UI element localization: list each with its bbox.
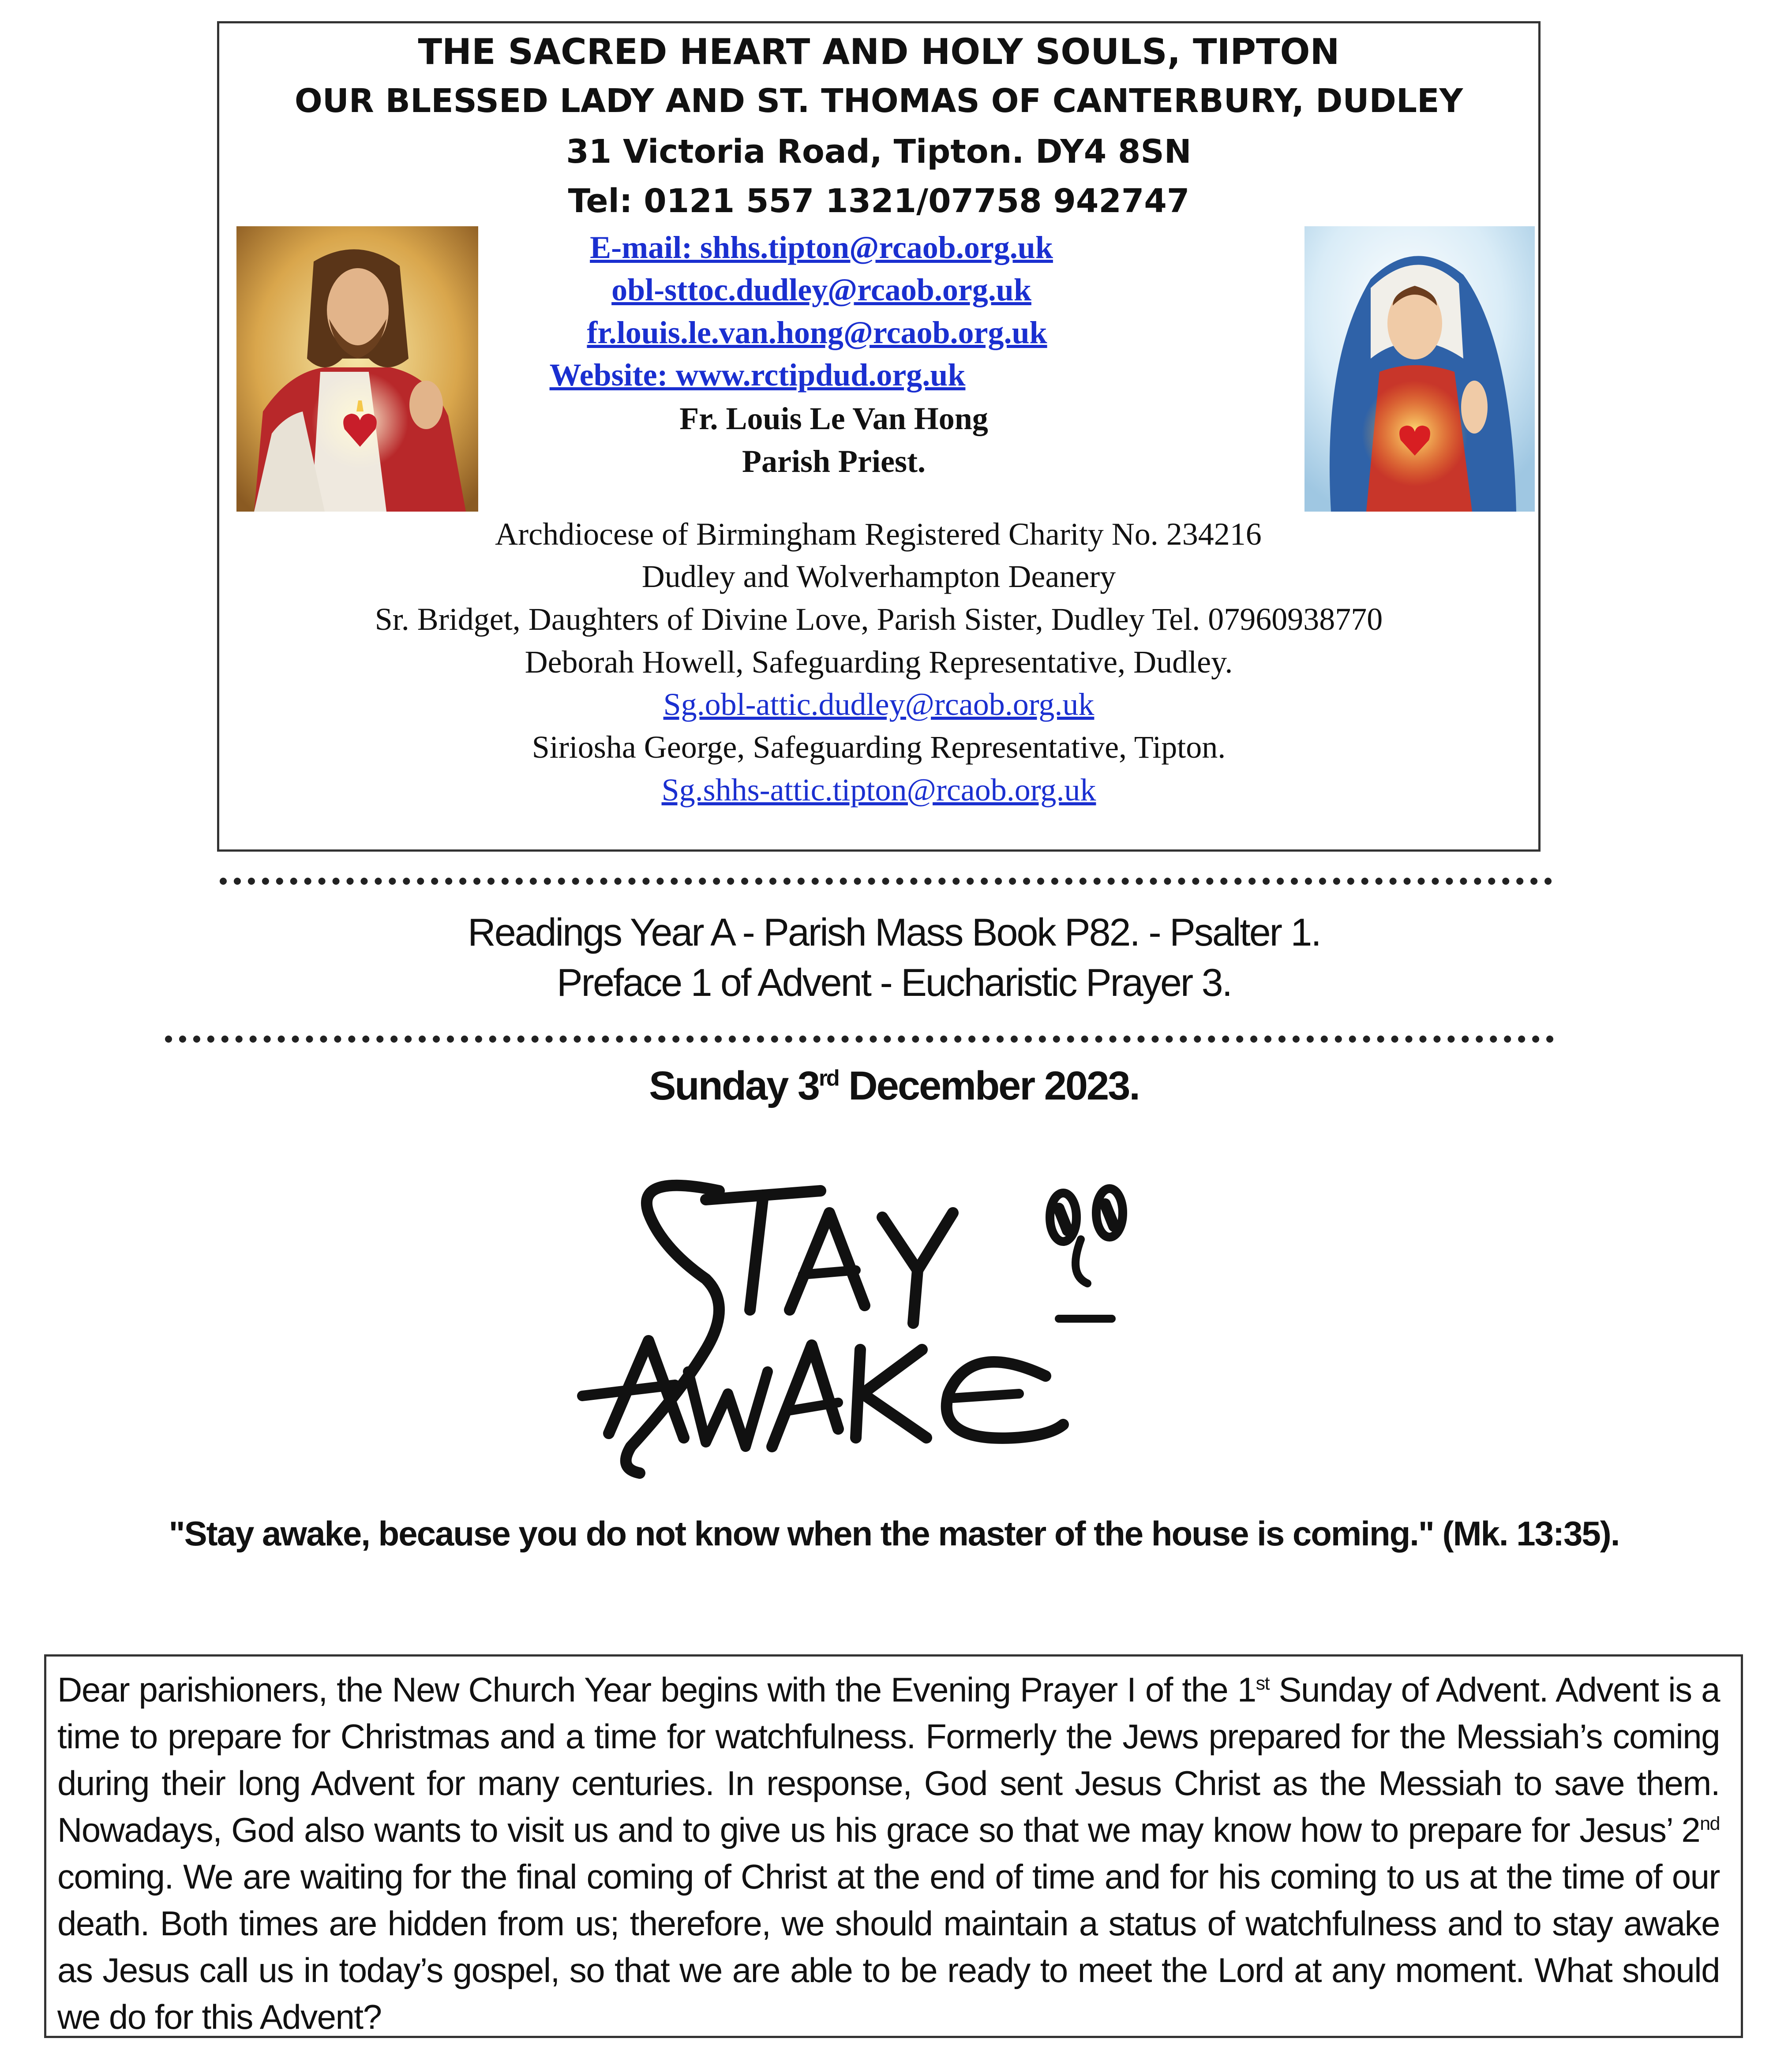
charity-number: Archdiocese of Birmingham Registered Charity No. 234216 (495, 516, 1262, 552)
priest-name: Fr. Louis Le Van Hong (679, 401, 988, 436)
parish-letter-text (57, 1666, 1720, 2040)
parish-address: 31 Victoria Road, Tipton. DY4 8SN (566, 133, 1192, 171)
letter-part-1: Dear parishioners, the New Church Year begins with the Evening Prayer I of the 1 (57, 1670, 1256, 1709)
email-dudley-link[interactable]: obl-sttoc.dudley@rcaob.org.uk (611, 272, 1031, 307)
letter-part-2: Sunday of Advent. Advent is a time to prepare for Christmas and a time for watchfulness. Formerly the Jews prepared for the Messiah’s coming during their long Advent for many centuries. In response, God sent Jesus Christ as the Messiah to save them. Nowadays, God also wants to visit us and to give us his grace so that we may know how to prepare for Jesus’ 2 (57, 1670, 1720, 1849)
letter-ordinal-2: nd (1700, 1813, 1720, 1834)
email-priest-link[interactable]: fr.louis.le.van.hong@rcaob.org.uk (587, 315, 1047, 350)
sacred-heart-jesus-image (236, 226, 478, 512)
safeguarding-tipton: Siriosha George, Safeguarding Representative, Tipton. (532, 729, 1226, 765)
parish-name-dudley: OUR BLESSED LADY AND ST. THOMAS OF CANTERBURY, DUDLEY (294, 82, 1463, 120)
date-prefix: Sunday 3 (649, 1063, 819, 1108)
date-rest: December 2023. (838, 1063, 1139, 1108)
safeguarding-dudley: Deborah Howell, Safeguarding Representative, Dudley. (525, 644, 1233, 680)
parish-sister-info: Sr. Bridget, Daughters of Divine Love, Parish Sister, Dudley Tel. 07960938770 (375, 602, 1383, 637)
safeguarding-dudley-email-link[interactable]: Sg.obl-attic.dudley@rcaob.org.uk (663, 687, 1095, 722)
dotted-divider-top (220, 878, 1552, 885)
safeguarding-tipton-email-link[interactable]: Sg.shhs-attic.tipton@rcaob.org.uk (661, 772, 1096, 808)
sunday-date (0, 1063, 1788, 1109)
parish-name-tipton: THE SACRED HEART AND HOLY SOULS, TIPTON (418, 31, 1340, 72)
parish-telephone: Tel: 0121 557 1321/07758 942747 (568, 182, 1190, 220)
letter-part-3: coming. We are waiting for the final coming of Christ at the end of time and for his coming to us at the time of our death. Both times are hidden from us; therefore, we should maintain a status of watchfulness and to stay awake as Jesus call us in today’s gospel, so that we are able to be ready to meet the Lord at any moment. What should we do for this Advent? (57, 1857, 1720, 2036)
deanery-name: Dudley and Wolverhampton Deanery (641, 559, 1116, 594)
preface-line: Preface 1 of Advent - Eucharistic Prayer 3. (556, 961, 1232, 1004)
date-ordinal-suffix: rd (819, 1065, 839, 1091)
immaculate-heart-mary-image (1304, 226, 1535, 512)
website-link[interactable]: Website: www.rctipdud.org.uk (549, 357, 966, 393)
priest-title: Parish Priest. (742, 444, 926, 479)
gospel-quote: "Stay awake, because you do not know when the master of the house is coming." (Mk. 13:35). (169, 1514, 1619, 1553)
email-tipton-link[interactable]: E-mail: shhs.tipton@rcaob.org.uk (590, 230, 1053, 265)
dotted-divider-bottom (165, 1036, 1554, 1043)
readings-line: Readings Year A - Parish Mass Book P82. - Psalter 1. (468, 910, 1320, 954)
stay-awake-logo (574, 1164, 1156, 1491)
parish-letter-box (44, 1654, 1743, 2038)
letter-ordinal-1: st (1256, 1673, 1270, 1694)
